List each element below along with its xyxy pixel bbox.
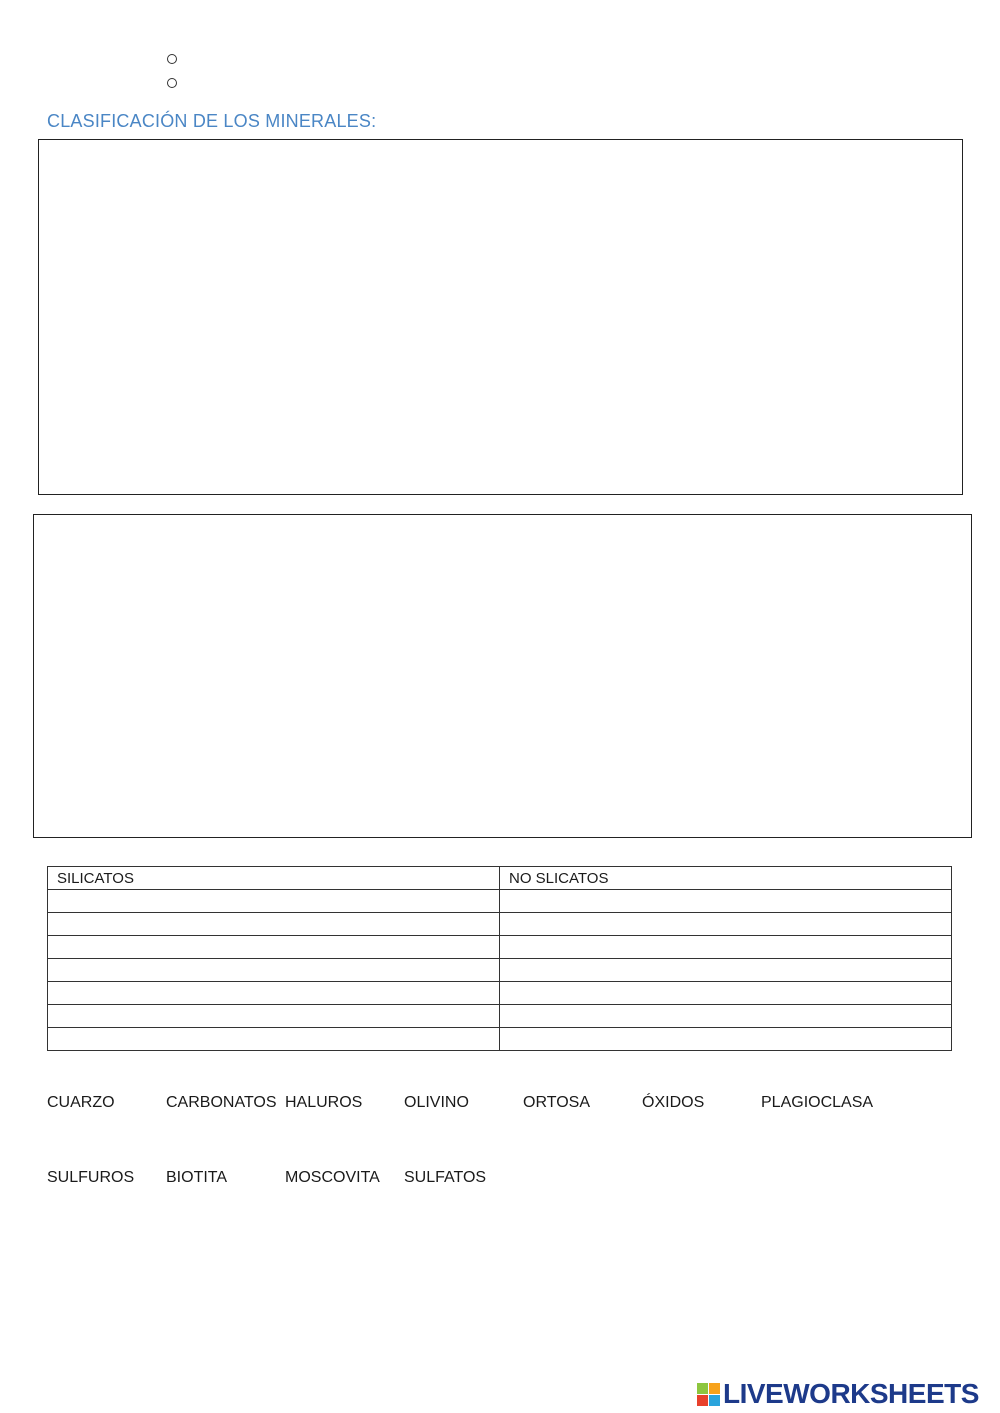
empty-bullet-1 bbox=[167, 54, 177, 64]
classification-table bbox=[47, 866, 952, 1051]
word-plagioclasa[interactable]: PLAGIOCLASA bbox=[761, 1094, 874, 1111]
section-heading: CLASIFICACIÓN DE LOS MINERALES: bbox=[47, 111, 377, 131]
word-biotita[interactable]: BIOTITA bbox=[166, 1169, 228, 1186]
word-oxidos[interactable]: ÓXIDOS bbox=[642, 1094, 705, 1111]
word-ortosa[interactable]: ORTOSA bbox=[523, 1094, 590, 1111]
word-carbonatos[interactable]: CARBONATOS bbox=[166, 1094, 277, 1111]
logo-square bbox=[709, 1395, 720, 1406]
table-cell[interactable] bbox=[48, 890, 500, 913]
table-cell[interactable] bbox=[500, 1028, 952, 1051]
answer-box-1[interactable] bbox=[38, 139, 963, 495]
table-row bbox=[48, 1028, 952, 1051]
word-moscovita[interactable]: MOSCOVITA bbox=[285, 1169, 380, 1186]
word-cuarzo[interactable]: CUARZO bbox=[47, 1094, 115, 1111]
table-header-row bbox=[48, 867, 952, 890]
word-haluros[interactable]: HALUROS bbox=[285, 1094, 363, 1111]
header-no-silicatos: NO SLICATOS bbox=[500, 867, 952, 890]
table-cell[interactable] bbox=[500, 936, 952, 959]
table-cell[interactable] bbox=[48, 1028, 500, 1051]
table-cell[interactable] bbox=[500, 982, 952, 1005]
word-sulfatos[interactable]: SULFATOS bbox=[404, 1169, 487, 1186]
logo-square bbox=[709, 1383, 720, 1394]
header-silicatos: SILICATOS bbox=[48, 867, 500, 890]
liveworksheets-logo bbox=[697, 1378, 979, 1410]
brand-name: LIVEWORKSHEETS bbox=[723, 1378, 979, 1409]
table-cell[interactable] bbox=[48, 913, 500, 936]
table-row bbox=[48, 913, 952, 936]
word-olivino[interactable]: OLIVINO bbox=[404, 1094, 469, 1111]
table-row bbox=[48, 890, 952, 913]
table-cell[interactable] bbox=[500, 1005, 952, 1028]
table-row bbox=[48, 1005, 952, 1028]
logo-mark-icon bbox=[697, 1383, 720, 1406]
table-row bbox=[48, 982, 952, 1005]
table-cell[interactable] bbox=[48, 1005, 500, 1028]
table-cell[interactable] bbox=[500, 890, 952, 913]
table-cell[interactable] bbox=[48, 936, 500, 959]
table-cell[interactable] bbox=[48, 982, 500, 1005]
table-row bbox=[48, 936, 952, 959]
table-cell[interactable] bbox=[48, 959, 500, 982]
empty-bullet-2 bbox=[167, 78, 177, 88]
answer-box-2[interactable] bbox=[33, 514, 972, 838]
logo-square bbox=[697, 1395, 708, 1406]
logo-square bbox=[697, 1383, 708, 1394]
word-sulfuros[interactable]: SULFUROS bbox=[47, 1169, 135, 1186]
table-cell[interactable] bbox=[500, 913, 952, 936]
table-row bbox=[48, 959, 952, 982]
table-cell[interactable] bbox=[500, 959, 952, 982]
